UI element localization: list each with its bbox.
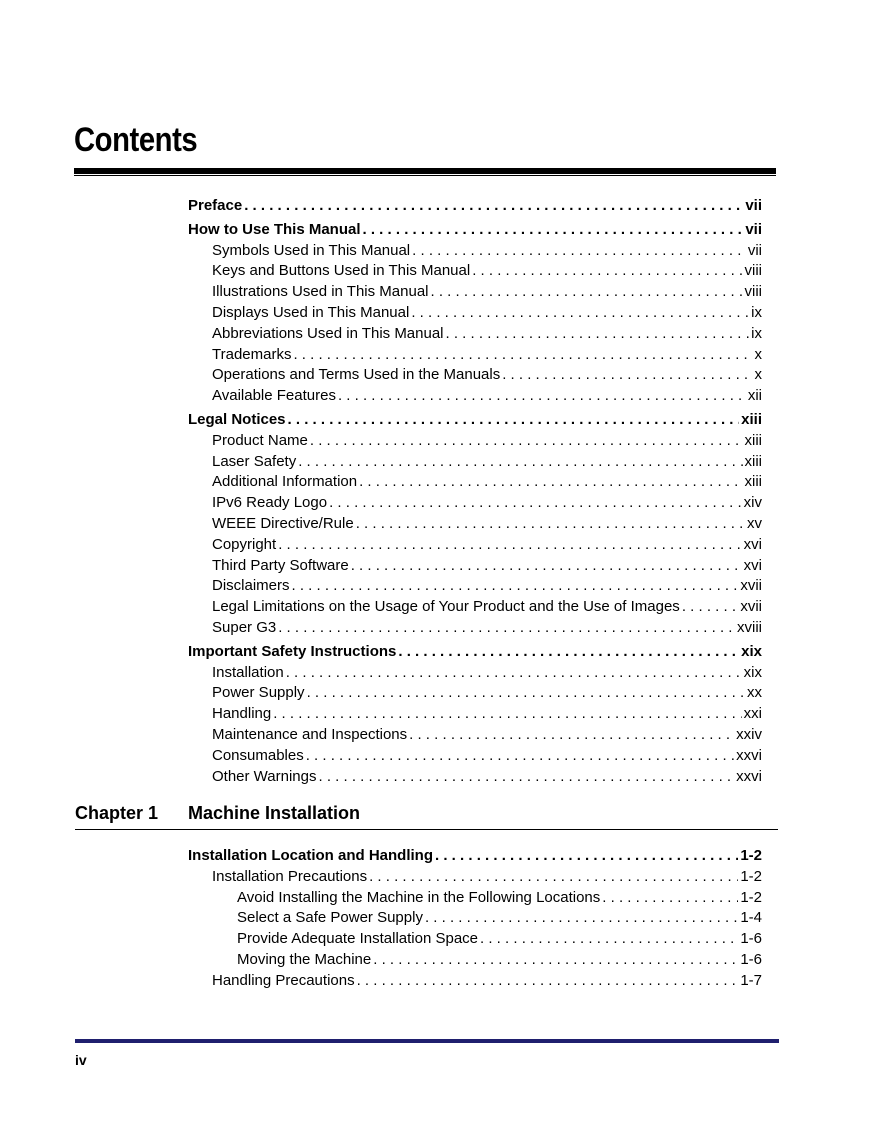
toc-entry-label: Legal Limitations on the Usage of Your Product and the Use of Images	[212, 598, 680, 616]
toc-leader-dots	[435, 846, 738, 867]
toc-entry[interactable]	[188, 365, 762, 386]
toc-entry-label: Power Supply	[212, 684, 305, 702]
toc-leader-dots	[278, 618, 735, 639]
toc-leader-dots	[431, 282, 743, 303]
toc-leader-dots	[411, 303, 749, 324]
chapter-heading	[75, 800, 778, 828]
toc-entry-page: x	[754, 366, 762, 384]
page-title: Contents	[74, 121, 198, 159]
toc-entry-label: Preface	[188, 197, 243, 214]
toc-entry-page: xx	[747, 684, 762, 702]
toc-entry[interactable]	[188, 410, 762, 431]
toc-entry-page: 1-2	[740, 847, 762, 864]
toc-leader-dots	[351, 556, 742, 577]
toc-entry[interactable]	[188, 196, 762, 217]
toc-entry-label: Maintenance and Inspections	[212, 725, 408, 743]
toc-entry-page: xxvi	[736, 767, 762, 785]
toc-entry-page: xxi	[743, 705, 762, 723]
chapter-rule	[75, 829, 778, 830]
toc-leader-dots	[409, 725, 734, 746]
toc-entry-page: ix	[751, 324, 762, 342]
toc-entry[interactable]	[188, 324, 762, 345]
toc-entry-label: Installation	[212, 663, 284, 681]
toc-entry[interactable]	[188, 452, 762, 473]
toc-entry-label: Copyright	[212, 535, 277, 553]
toc-entry[interactable]	[188, 971, 762, 992]
toc-entry[interactable]	[188, 642, 762, 663]
toc-entry[interactable]	[188, 704, 762, 725]
toc-entry[interactable]	[188, 746, 762, 767]
toc-entry-label: Other Warnings	[212, 767, 317, 785]
toc-entry-label: Installation Precautions	[212, 867, 368, 885]
toc-entry[interactable]	[188, 683, 762, 704]
toc-entry[interactable]	[188, 767, 762, 788]
toc-leader-dots	[306, 746, 734, 767]
toc-leader-dots	[318, 767, 734, 788]
toc-entry-label: Keys and Buttons Used in This Manual	[212, 262, 471, 280]
toc-entry[interactable]	[188, 597, 762, 618]
toc-entry[interactable]	[188, 950, 762, 971]
toc-entry[interactable]	[188, 472, 762, 493]
toc-entry-page: xix	[743, 663, 762, 681]
toc-leader-dots	[286, 663, 742, 684]
toc-entry-page: xiii	[744, 431, 762, 449]
toc-entry-page: xvii	[740, 598, 762, 616]
toc-entry-label: Laser Safety	[212, 452, 297, 470]
toc-entry-label: Moving the Machine	[237, 950, 372, 968]
toc-entry-page: xv	[747, 514, 762, 532]
toc-entry-page: viii	[744, 262, 762, 280]
toc-leader-dots	[359, 472, 742, 493]
toc-entry-label: Consumables	[212, 746, 304, 764]
toc-leader-dots	[329, 493, 742, 514]
toc-entry[interactable]	[188, 220, 762, 241]
toc-entry-page: 1-6	[740, 930, 762, 948]
toc-entry-page: xviii	[737, 618, 762, 636]
toc-leader-dots	[292, 576, 739, 597]
toc-leader-dots	[244, 196, 743, 217]
toc-leader-dots	[425, 908, 738, 929]
toc-entry-page: xiii	[744, 473, 762, 491]
toc-entry-page: x	[754, 345, 762, 363]
toc-entry-label: Displays Used in This Manual	[212, 303, 410, 321]
toc-entry[interactable]	[188, 618, 762, 639]
toc-entry-label: Legal Notices	[188, 410, 286, 428]
toc-entry-label: Available Features	[212, 387, 336, 405]
toc-entry-page: viii	[744, 283, 762, 301]
toc-entry[interactable]	[188, 282, 762, 303]
toc-entry[interactable]	[188, 888, 762, 909]
toc-entry-label: Illustrations Used in This Manual	[212, 283, 429, 301]
toc-entry-page: xiii	[744, 452, 762, 470]
toc-entry[interactable]	[188, 431, 762, 452]
toc-leader-dots	[310, 431, 743, 452]
page-number: iv	[75, 1052, 87, 1068]
toc-entry[interactable]	[188, 386, 762, 407]
toc-leader-dots	[307, 683, 745, 704]
toc-leader-dots	[357, 971, 739, 992]
toc-entry[interactable]	[188, 535, 762, 556]
toc-entry-label: Additional Information	[212, 473, 358, 491]
title-rule-thin	[74, 175, 776, 176]
toc-entry-page: vii	[745, 197, 762, 214]
toc-leader-dots	[298, 452, 742, 473]
toc-entry-page: vii	[747, 241, 762, 259]
toc-entry-page: 1-7	[740, 971, 762, 989]
toc-entry-page: xvi	[743, 535, 762, 553]
toc-leader-dots	[502, 365, 752, 386]
toc-entry-page: 1-4	[740, 909, 762, 927]
toc-entry[interactable]	[188, 846, 762, 867]
toc-leader-dots	[412, 241, 746, 262]
toc-entry[interactable]	[188, 663, 762, 684]
toc-entry-label: Avoid Installing the Machine in the Following Locations	[237, 888, 601, 906]
toc-leader-dots	[472, 261, 742, 282]
toc-entry-label: Third Party Software	[212, 556, 349, 574]
toc-leader-dots	[293, 345, 752, 366]
toc-entry[interactable]	[188, 908, 762, 929]
toc-entry-page: xiv	[743, 494, 762, 512]
toc-entry[interactable]	[188, 493, 762, 514]
toc-entry-label: Select a Safe Power Supply	[237, 909, 423, 927]
toc-entry[interactable]	[188, 867, 762, 888]
toc-front-matter	[188, 193, 762, 787]
toc-leader-dots	[288, 410, 740, 431]
footer-rule	[75, 1039, 779, 1043]
toc-entry[interactable]	[188, 514, 762, 535]
toc-leader-dots	[363, 220, 744, 241]
toc-entry-page: xvi	[743, 556, 762, 574]
toc-entry-label: Product Name	[212, 431, 308, 449]
chapter-number: Chapter 1	[75, 803, 159, 823]
toc-leader-dots	[356, 514, 745, 535]
toc-entry-label: Trademarks	[212, 345, 292, 363]
toc-entry-page: xii	[747, 387, 762, 405]
toc-entry[interactable]	[188, 725, 762, 746]
toc-entry-page: xxiv	[736, 725, 762, 743]
toc-entry-page: xiii	[741, 410, 762, 428]
toc-entry-label: IPv6 Ready Logo	[212, 494, 328, 512]
toc-entry-page: 1-2	[740, 888, 762, 906]
toc-entry[interactable]	[188, 261, 762, 282]
toc-entry-page: xvii	[740, 577, 762, 595]
toc-entry-label: WEEE Directive/Rule	[212, 514, 354, 532]
toc-leader-dots	[338, 386, 746, 407]
chapter-title: Machine Installation	[188, 803, 361, 823]
toc-leader-dots	[480, 929, 738, 950]
toc-leader-dots	[682, 597, 739, 618]
toc-entry[interactable]	[188, 929, 762, 950]
toc-entry-label: Handling Precautions	[212, 971, 355, 989]
toc-entry-label: Symbols Used in This Manual	[212, 241, 411, 259]
toc-entry-label: Provide Adequate Installation Space	[237, 930, 479, 948]
toc-entry-label: Installation Location and Handling	[188, 847, 434, 864]
toc-chapter-1	[188, 843, 762, 992]
toc-entry-label: Operations and Terms Used in the Manuals	[212, 366, 501, 384]
toc-entry[interactable]	[188, 556, 762, 577]
toc-entry[interactable]	[188, 576, 762, 597]
title-rule	[74, 168, 776, 174]
toc-leader-dots	[446, 324, 750, 345]
toc-entry-label: How to Use This Manual	[188, 220, 361, 238]
toc-entry-page: xix	[741, 642, 762, 660]
toc-entry-page: vii	[745, 220, 762, 238]
toc-leader-dots	[602, 888, 738, 909]
toc-leader-dots	[278, 535, 741, 556]
toc-leader-dots	[273, 704, 741, 725]
toc-entry-page: 1-2	[740, 867, 762, 885]
toc-entry[interactable]	[188, 345, 762, 366]
toc-entry-label: Disclaimers	[212, 577, 290, 595]
toc-entry-page: 1-6	[740, 950, 762, 968]
toc-entry-page: xxvi	[736, 746, 762, 764]
toc-entry[interactable]	[188, 303, 762, 324]
toc-entry-label: Important Safety Instructions	[188, 642, 397, 660]
toc-leader-dots	[373, 950, 738, 971]
toc-entry-label: Abbreviations Used in This Manual	[212, 324, 444, 342]
toc-entry-label: Handling	[212, 705, 272, 723]
toc-leader-dots	[369, 867, 738, 888]
toc-leader-dots	[398, 642, 739, 663]
toc-entry[interactable]	[188, 241, 762, 262]
toc-entry-page: ix	[751, 303, 762, 321]
toc-entry-label: Super G3	[212, 618, 277, 636]
